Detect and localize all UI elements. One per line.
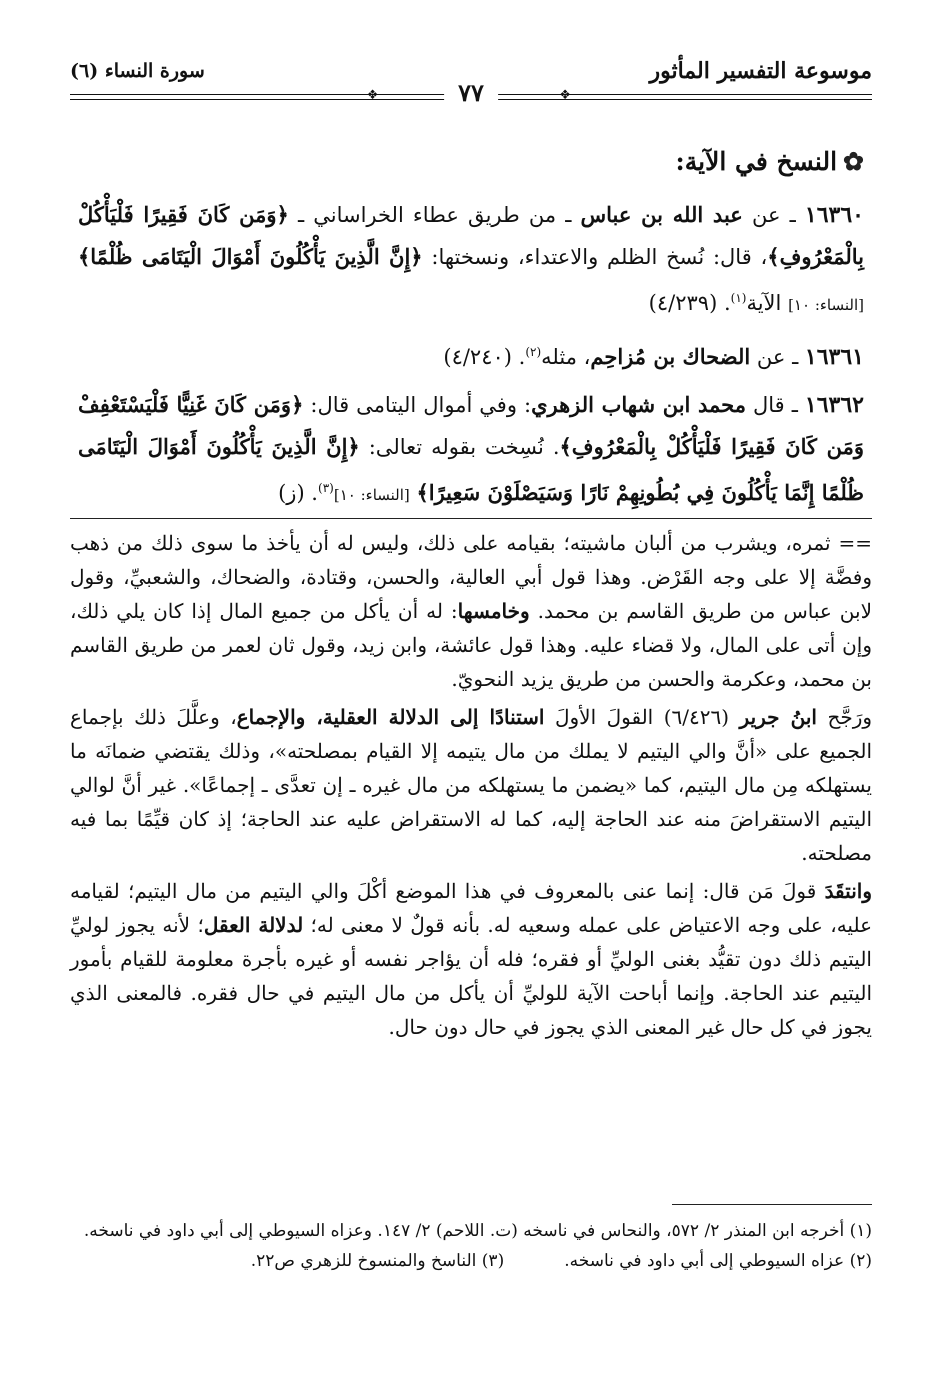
narrator-name: عبد الله بن عباس [580,202,743,227]
book-title: موسوعة التفسير المأثور [649,58,872,84]
volume-reference: . (٤/٢٣٩) [648,291,731,315]
note-paragraph [70,874,872,1044]
verse-reference: [النساء: ١٠] [333,486,410,504]
narration-entry [78,194,864,326]
note-text: ورَجَّح [827,705,873,729]
ornament-icon: ❖ [366,88,379,103]
note-emphasis: استنادًا إلى الدلالة العقلية، والإجماع [236,705,545,729]
footnotes-divider [672,1204,872,1205]
footnote-row [70,1246,872,1276]
note-emphasis: لدلالة العقل [203,913,304,937]
scholar-name: ابنُ جرير [739,705,817,729]
footnote: (١) أخرجه ابن المنذر ٢/ ٥٧٢، والنحاس في ناسخه (ت. اللاحم) ٢/ ١٤٧. وعزاه السيوطي إلى أبي داود في ناسخه. [83,1221,872,1241]
narrator-name: محمد ابن شهاب الزهري [531,392,746,417]
entry-text: ، مثله [541,345,591,369]
footnote-marker: (٢) [525,345,542,359]
footnote: (٣) الناسخ والمنسوخ للزهري ص٢٢. [250,1251,505,1271]
note-paragraph [70,526,872,696]
footnote: (٢) عزاه السيوطي إلى أبي داود في ناسخه. [564,1251,872,1271]
entry-text: ـ عن [756,345,799,369]
entry-text: ـ قال [753,393,798,417]
entry-text: : وفي أموال اليتامى قال: [310,393,532,417]
footnotes [70,1216,872,1276]
section-heading [78,140,864,184]
entry-text: . نُسِخت بقوله تعالى: [368,435,560,459]
entry-number: ١٦٣٦٢ [804,392,864,418]
note-emphasis: وخامسها [457,599,530,623]
surah-title: سورة النساء (٦) [70,60,205,82]
flower-ornament-icon: ✿ [843,147,864,176]
entry-number: ١٦٣٦٠ [804,202,864,228]
note-text: (٦/٤٢٦) القولَ الأولَ [554,705,730,729]
note-emphasis: وانتقَدَ [824,879,872,903]
entry-number: ١٦٣٦١ [804,344,864,370]
entry-text: ـ من طريق عطاء الخراساني ـ [297,203,572,227]
main-content [78,140,864,522]
quran-verse: ﴿إِنَّ الَّذِينَ يَأْكُلُونَ أَمْوَالَ الْيَتَامَى ظُلْمًا﴾ [78,244,423,269]
note-paragraph [70,700,872,870]
narrator-name: الضحاك بن مُزاحِم [590,344,751,369]
commentary-notes [70,526,872,1048]
quran-verse: ﴿وَمَن كَانَ فَقِيرًا فَلْيَأْكُلْ بِالْمَعْرُوفِ﴾ [78,202,864,269]
note-text: قولَ مَن قال: إنما عنى بالمعروف في هذا الموضع أكْلَ والي اليتيم من مال اليتيم؛ لقيامه عليه، على وجه الاعتياض على عمله وسعيه له. بأنه قولٌ لا معنى له؛ [70,879,873,937]
quran-verse: ﴿وَمَن كَانَ غَنِيًّا فَلْيَسْتَعْفِفْ وَمَن كَانَ فَقِيرًا فَلْيَأْكُلْ بِالْمَعْرُوفِ﴾ [78,392,864,459]
note-text: ، وعلَّلَ ذلك بإجماع الجميع على «أنَّ والي اليتيم لا يملك من مال يتيمه إلا القيام بمصلحته»، وذلك يقتضي ضمانَه ما يستهلكه مِن مال اليتيم، كما «يضمن ما يستهلكه من مال غيره ـ إن تعدَّى ـ إجماعًا». غير أنَّ لوالي اليتيم الاستقراضَ منه عند الحاجة إليه، كما له الاستقراض عليه عند الحاجة؛ إذ كان قيِّمًا بما فيه مصلحته. [70,705,872,865]
narration-entry [78,332,864,378]
note-text: == ثمره، ويشرب من ألبان ماشيته؛ بقيامه على ذلك، وليس له أن يأخذ ما سوى ذلك من ذهب وفضَّة إلا على وجه القَرْض. وهذا قول أبي العالية، والحسن، وقتادة، والضحاك، والشعبيِّ، وقول لابن عباس من طريق القاسم بن محمد. [70,531,872,623]
note-text: : له أن يأكل من جميع المال إذا كان يلي ذلك، وإن أتى على المال، ولا قضاء عليه. وهذا قول عائشة، وابن زيد، وقول ثان لعمر من طريق القاسم بن محمد، وعكرمة والحسن من طريق يزيد النحويّ. [70,599,872,691]
footnote-marker: (١) [730,291,747,305]
entry-text: ، قال: نُسخ الظلم والاعتداء، ونسختها: [431,245,768,269]
section-title: النسخ في الآية: [675,147,838,176]
entry-text: ـ عن [751,203,796,227]
narration-entry [78,384,864,516]
footnote-marker: (٣) [318,481,334,495]
volume-reference: . (ز) [278,481,318,505]
page-header [70,58,872,107]
note-text: ؛ لأنه يجوز لوليِّ اليتيم ذلك دون تقيُّد بغنى الوليِّ أو فقره؛ فله أن يؤاجر نفسه أو غيره بأجرة معلومة للقيام بأمور اليتيم عند الحاجة. وإنما أباحت الآية للوليِّ أن يأكل من مال اليتيم في حال فقره. فالمعنى الذي يجوز في كل حال غير المعنى الذي يجوز في حال دون حال. [70,913,872,1039]
ornament-icon: ❖ [559,88,571,103]
quran-verse: ﴿إِنَّ الَّذِينَ يَأْكُلُونَ أَمْوَالَ الْيَتَامَى ظُلْمًا إِنَّمَا يَأْكُلُونَ فِي بُطُونِهِمْ نَارًا وَسَيَصْلَوْنَ سَعِيرًا﴾ [78,434,864,505]
entry-text: الآية [746,291,782,315]
notes-divider [70,518,872,519]
page-number: ٧٧ [444,78,498,107]
volume-reference: . (٤/٢٤٠) [443,345,526,369]
verse-reference: [النساء: ١٠] [788,296,864,314]
